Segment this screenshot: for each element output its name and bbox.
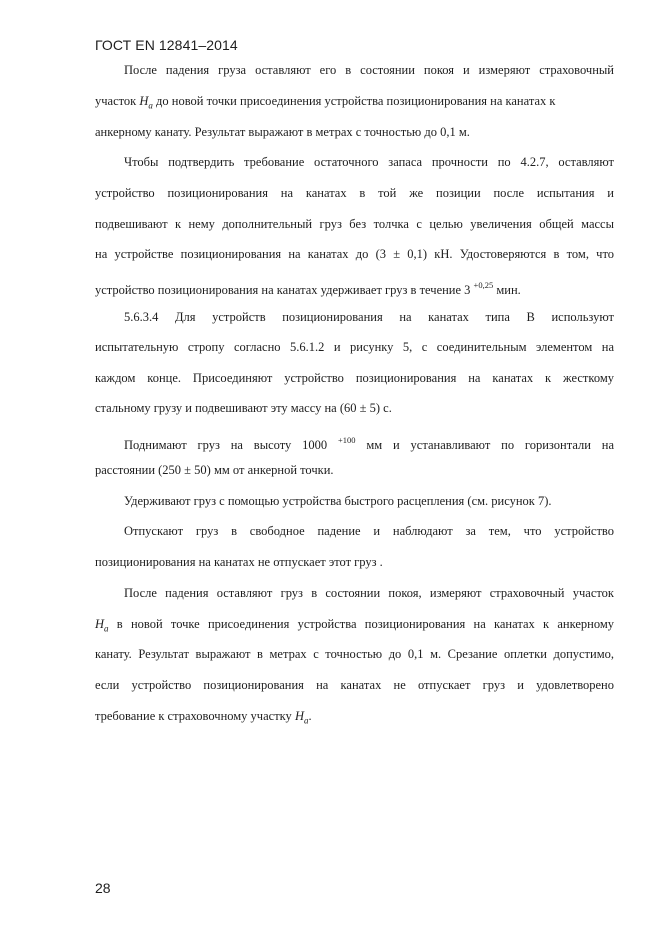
symbol-sub: a xyxy=(303,715,309,726)
text-line: испытательную стропу согласно 5.6.1.2 и рисунку 5, с соединительным элементом на xyxy=(95,340,614,354)
symbol-h: H xyxy=(139,94,149,108)
text-segment: мин. xyxy=(496,283,521,297)
text-line: Чтобы подтвердить требование остаточного запаса прочности по 4.2.7, оставляют xyxy=(124,155,614,169)
text-line: каждом конце. Присоединяют устройство позиционирования на канатах к жесткому xyxy=(95,371,614,385)
page-number: 28 xyxy=(95,880,111,896)
text-segment: участок xyxy=(95,94,140,108)
text-line: на устройстве позиционирования на канатах до (3 ± 0,1) кН. Удостоверяются в том, что xyxy=(95,247,614,261)
text-line: Отпускают груз в свободное падение и наблюдают за тем, что устройство xyxy=(124,524,614,538)
text-line: канату. Результат выражают в метрах с точностью до 0,1 м. Срезание оплетки допустимо, xyxy=(95,647,614,661)
text-segment: Поднимают груз на высоту 1000 xyxy=(124,438,328,452)
text-segment: в новой точке присоединения устройства позиционирования на канатах к анкерному xyxy=(116,617,615,631)
text-line: если устройство позиционирования на канатах не отпускает груз и удовлетворено xyxy=(95,678,614,692)
text-line: подвешивают к нему дополнительный груз без толчка с целью увеличения общей массы xyxy=(95,217,614,231)
text-segment: устройство позиционирования на канатах удерживает груз в течение 3 xyxy=(95,283,471,297)
tolerance-sup: +0,25 xyxy=(473,280,494,290)
symbol-h: H xyxy=(95,617,105,631)
text-line: позиционирования на канатах не отпускает этот груз . xyxy=(95,555,383,569)
text-line: После падения груза оставляют его в состоянии покоя и измеряют страховочный xyxy=(124,63,614,77)
text-line: устройство позиционирования на канатах в той же позиции после испытания и xyxy=(95,186,614,200)
text-line: После падения оставляют груз в состоянии покоя, измеряют страховочный участок xyxy=(124,586,614,600)
text-line xyxy=(95,616,614,637)
symbol-sub: a xyxy=(148,100,153,111)
symbol-sub: a xyxy=(104,623,109,634)
text-line xyxy=(95,93,614,114)
text-line: расстоянии (250 ± 50) мм от анкерной точки. xyxy=(95,463,334,477)
text-line: 5.6.3.4 Для устройств позиционирования на канатах типа В используют xyxy=(124,310,614,324)
text-line xyxy=(95,277,614,298)
text-line: требование к страховочному участку $H_a$. xyxy=(95,709,312,726)
text-segment: до новой точки присоединения устройства позиционирования на канатах к xyxy=(156,94,556,108)
text-line: анкерному канату. Результат выражают в метрах с точностью до 0,1 м. xyxy=(95,125,470,139)
tolerance-sup: +100 xyxy=(337,435,356,445)
text-segment: требование к страховочному участку xyxy=(95,709,295,723)
text-line: Удерживают груз с помощью устройства быстрого расцепления (см. рисунок 7). xyxy=(124,494,552,508)
text-segment: мм и устанавливают по горизонтали на xyxy=(366,438,615,452)
symbol-h: H xyxy=(294,709,304,723)
document-header: ГОСТ EN 12841–2014 xyxy=(95,37,238,53)
text-line xyxy=(124,432,614,453)
text-line: стальному грузу и подвешивают эту массу на (60 ± 5) с. xyxy=(95,401,392,415)
